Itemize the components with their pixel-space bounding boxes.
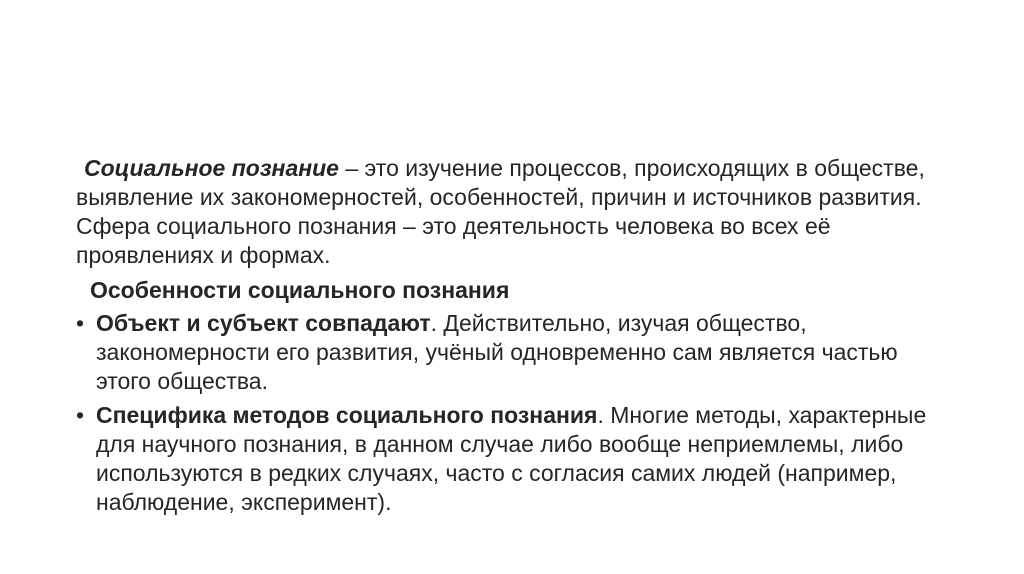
- definition-text: – это изучение процессов, происходящих в обществе, выявление их закономерностей, особенностей, причин и источников развития. Сфера социального познания – это деятельность человека во всех её проявлениях и формах.: [76, 155, 925, 268]
- list-item: [76, 401, 956, 517]
- definition-term: Социальное познание: [84, 155, 339, 181]
- bullet-text: . Многие методы, характерные для научного познания, в данном случае либо вообще неприемлемы, либо используются в редких случаях, часто с согласия самих людей (например, наблюдение, эксперимент).: [96, 402, 927, 515]
- bullet-icon: •: [76, 402, 85, 428]
- bullet-lead: Специфика методов социального познания: [96, 402, 598, 428]
- bullet-text: . Действительно, изучая общество, закономерности его развития, учёный одновременно сам является частью этого общества.: [96, 310, 898, 394]
- bullet-lead: Объект и субъект совпадают: [96, 310, 431, 336]
- definition-paragraph: [76, 154, 956, 270]
- list-item: [76, 309, 956, 396]
- slide-body: [76, 154, 956, 522]
- features-list: [76, 309, 956, 517]
- bullet-icon: •: [76, 310, 85, 336]
- section-heading: Особенности социального познания: [90, 277, 510, 303]
